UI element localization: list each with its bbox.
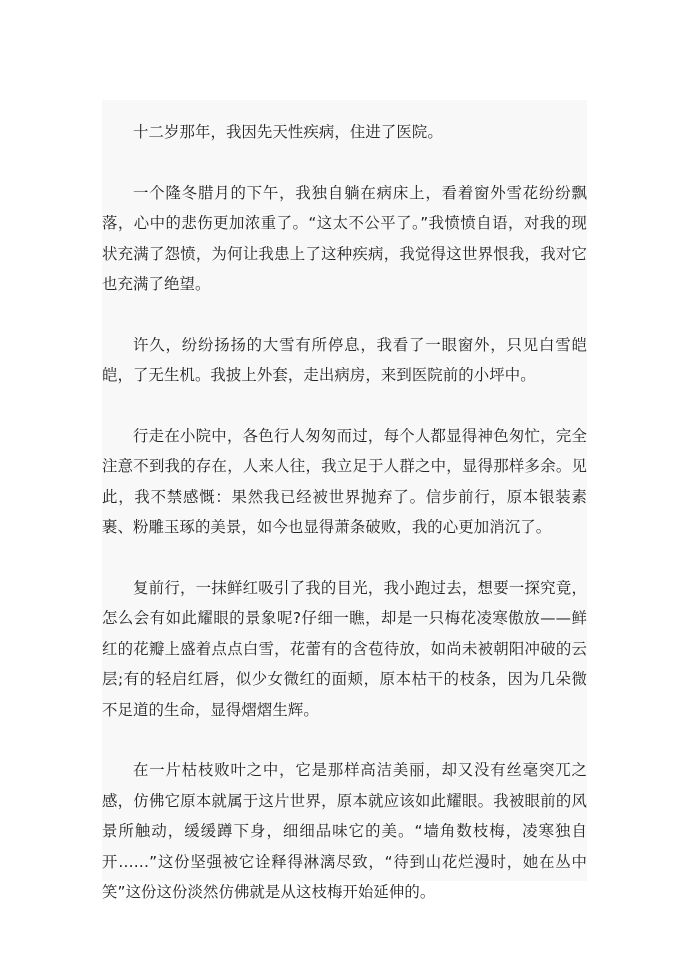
text-block	[102, 100, 587, 901]
paragraph-1: 十二岁那年，我因先天性疾病，住进了医院。	[133, 123, 443, 141]
text-body	[102, 100, 587, 908]
paragraph-5: 复前行，一抹鲜红吸引了我的目光，我小跑过去，想要一探究竟，怎么会有如此耀眼的景象呢?仔细一瞧，却是一只梅花凌寒傲放——鲜红的花瓣上盛着点点白雪，花蕾有的含苞待放，如尚未被朝阳冲破的云层;有的轻启红唇，似少女微红的面颊，原本枯干的枝条，因为几朵微不足道的生命，显得熠熠生辉。	[102, 578, 587, 719]
paragraph-6: 在一片枯枝败叶之中，它是那样高洁美丽，却又没有丝毫突兀之感，仿佛它原本就属于这片世界，原本就应该如此耀眼。我被眼前的风景所触动，缓缓蹲下身，细细品味它的美。“墙角数枝梅，凌寒独自开……”这份坚强被它诠释得淋漓尽致，“待到山花烂漫时，她在丛中笑”这份这份淡然仿佛就是从这枝梅开始延伸的。	[102, 761, 587, 901]
paragraph-3: 许久，纷纷扬扬的大雪有所停息，我看了一眼窗外，只见白雪皑皑，了无生机。我披上外套，走出病房，来到医院前的小坪中。	[102, 335, 587, 384]
paragraph-2: 一个隆冬腊月的下午，我独自躺在病床上，看着窗外雪花纷纷飘落，心中的悲伤更加浓重了。“这太不公平了。”我愤愤自语，对我的现状充满了怨愤，为何让我患上了这种疾病，我觉得这世界恨我，我对它也充满了绝望。	[102, 183, 587, 293]
paragraph-4: 行走在小院中，各色行人匆匆而过，每个人都显得神色匆忙，完全注意不到我的存在，人来人往，我立足于人群之中，显得那样多余。见此，我不禁感慨：果然我已经被世界抛弃了。信步前行，原本银装素裹、粉雕玉琢的美景，如今也显得萧条破败，我的心更加消沉了。	[102, 426, 587, 536]
